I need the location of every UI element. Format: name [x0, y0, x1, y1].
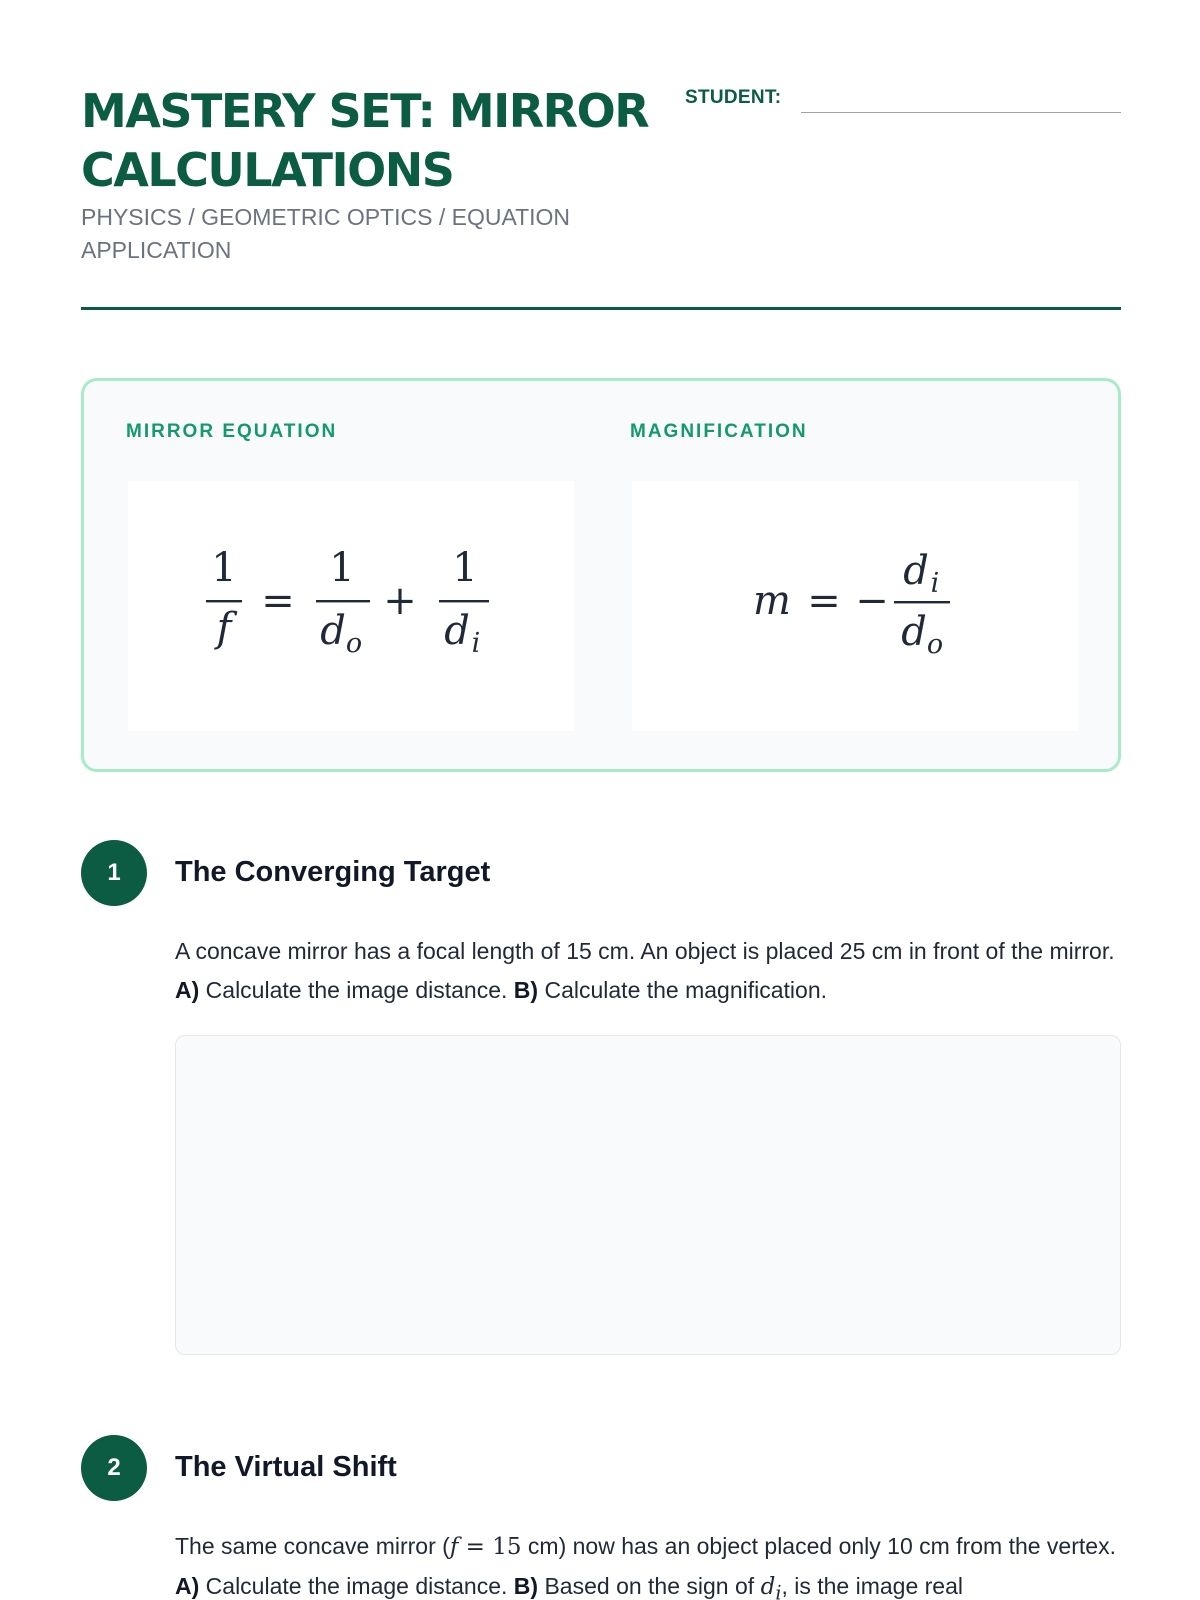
mirror-eq-fraction-bar-1 — [206, 600, 242, 602]
mirror-eq-var-f: f — [216, 605, 232, 651]
student-field — [685, 84, 1121, 116]
mirror-eq-var-di: d — [444, 608, 470, 654]
mag-equals: = — [807, 578, 841, 624]
mirror-equation-box — [128, 481, 574, 731]
mirror-eq-plus: + — [383, 578, 417, 624]
mirror-eq-numerator-3: 1 — [452, 545, 478, 591]
student-name-line[interactable] — [801, 112, 1121, 113]
math-var-f: f — [449, 1534, 459, 1560]
mag-var-m: m — [753, 578, 791, 624]
part-b-label: B) — [513, 977, 539, 1003]
page-title: MASTERY SET: MIRROR CALCULATIONS — [81, 84, 649, 197]
mirror-eq-numerator-2: 1 — [329, 545, 355, 591]
question-2 — [81, 1435, 1121, 1600]
question-text — [175, 1527, 1121, 1600]
student-label: STUDENT: — [685, 87, 782, 108]
mag-denominator-d: d — [901, 609, 927, 655]
question-text-part: , is the image real — [781, 1573, 963, 1599]
mirror-eq-fraction-bar-2 — [316, 600, 370, 602]
header-divider — [81, 307, 1121, 310]
answer-box[interactable] — [175, 1035, 1121, 1355]
question-number-badge: 2 — [81, 1435, 147, 1501]
mag-numerator-d: d — [903, 548, 929, 594]
mirror-equation-label: MIRROR EQUATION — [126, 421, 338, 442]
mirror-eq-var-do: d — [320, 608, 346, 654]
mag-numerator-sub-i: i — [930, 568, 940, 599]
mirror-eq-sub-i: i — [471, 628, 481, 659]
question-text-part: Calculate the image distance. — [199, 1573, 514, 1599]
page-subtitle: PHYSICS / GEOMETRIC OPTICS / EQUATION APPLICATION — [81, 204, 571, 263]
mirror-eq-sub-o: o — [345, 628, 363, 659]
question-text-part: The same concave mirror ( — [175, 1533, 450, 1559]
question-text — [175, 932, 1121, 1010]
mirror-equation-section — [126, 381, 574, 775]
math-equals: = — [458, 1534, 493, 1560]
math-var-d: d — [760, 1574, 776, 1600]
question-number-badge: 1 — [81, 840, 147, 906]
part-a-label: A) — [175, 977, 200, 1003]
mirror-eq-equals: = — [261, 578, 295, 624]
mirror-eq-numerator-1: 1 — [211, 545, 237, 591]
mirror-eq-fraction-bar-3 — [439, 600, 489, 602]
question-title: The Virtual Shift — [175, 1451, 397, 1483]
worksheet-page — [81, 0, 1121, 1600]
magnification-section — [630, 381, 1078, 775]
question-text-part: Calculate the magnification. — [538, 977, 828, 1003]
question-text-part: Calculate the image distance. — [199, 977, 514, 1003]
part-b-label: B) — [513, 1573, 539, 1599]
mirror-equation-formula — [128, 481, 574, 731]
question-text-part: A concave mirror has a focal length of 15 cm. An object is placed 25 cm in front of the mirror. — [175, 938, 1115, 964]
magnification-box — [632, 481, 1078, 731]
question-1 — [81, 840, 1121, 1360]
mag-fraction-bar — [894, 601, 950, 603]
part-a-label: A) — [175, 1573, 200, 1599]
math-value: 15 — [492, 1534, 522, 1560]
mag-denominator-sub-o: o — [926, 629, 944, 660]
worksheet-header — [81, 82, 1121, 310]
question-title: The Converging Target — [175, 856, 491, 888]
magnification-label: MAGNIFICATION — [630, 421, 808, 442]
question-text-part: Based on the sign of — [538, 1573, 761, 1599]
magnification-formula — [632, 481, 1078, 731]
math-sub-i: i — [775, 1581, 782, 1600]
question-text-part: cm) now has an object placed only 10 cm from the vertex. — [521, 1533, 1116, 1559]
mag-minus: − — [855, 578, 889, 624]
formula-panel — [81, 378, 1121, 772]
